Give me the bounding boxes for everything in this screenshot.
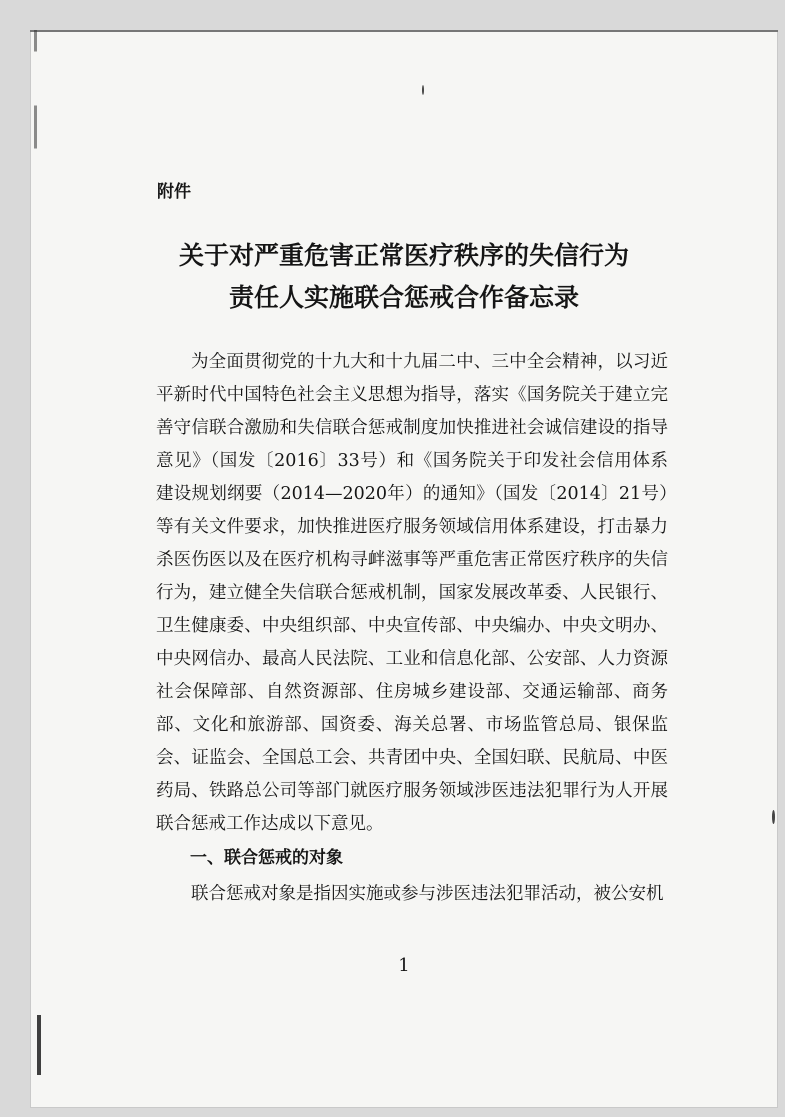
document-page (30, 30, 778, 1108)
document-title (30, 235, 778, 319)
scan-top-edge (30, 30, 778, 32)
page-number: 1 (398, 955, 410, 976)
attachment-label: 附件 (157, 182, 191, 202)
section-heading: 一、联合惩戒的对象 (190, 848, 343, 868)
title-line-1: 关于对严重危害正常医疗秩序的失信行为 (178, 241, 629, 270)
scan-speck (772, 810, 775, 824)
scan-binding-mark (37, 1015, 41, 1075)
scan-speck (422, 85, 424, 95)
title-line-2: 责任人实施联合惩戒合作备忘录 (228, 283, 579, 312)
section-paragraph: 联合惩戒对象是指因实施或参与涉医违法犯罪活动，被公安机 (191, 884, 664, 904)
document-body (156, 346, 668, 911)
intro-paragraph: 为全面贯彻党的十九大和十九届二中、三中全会精神，以习近平新时代中国特色社会主义思想为指导，落实《国务院关于建立完善守信联合激励和失信联合惩戒制度加快推进社会诚信建设的指导意见》（国发〔2016〕33号）和《国务院关于印发社会信用体系建设规划纲要（2014—2020年）的通知》（国发〔2014〕21号）等有关文件要求，加快推进医疗服务领域信用体系建设，打击暴力杀医伤医以及在医疗机构寻衅滋事等严重危害正常医疗秩序的失信行为，建立健全失信联合惩戒机制，国家发展改革委、人民银行、卫生健康委、中央组织部、中央宣传部、中央编办、中央文明办、中央网信办、最高人民法院、工业和信息化部、公安部、人力资源社会保障部、自然资源部、住房城乡建设部、交通运输部、商务部、文化和旅游部、国资委、海关总署、市场监管总局、银保监会、证监会、全国总工会、共青团中央、全国妇联、民航局、中医药局、铁路总公司等部门就医疗服务领域涉医违法犯罪行为人开展联合惩戒工作达成以下意见。 (156, 352, 668, 834)
scan-left-edge (34, 30, 37, 1108)
